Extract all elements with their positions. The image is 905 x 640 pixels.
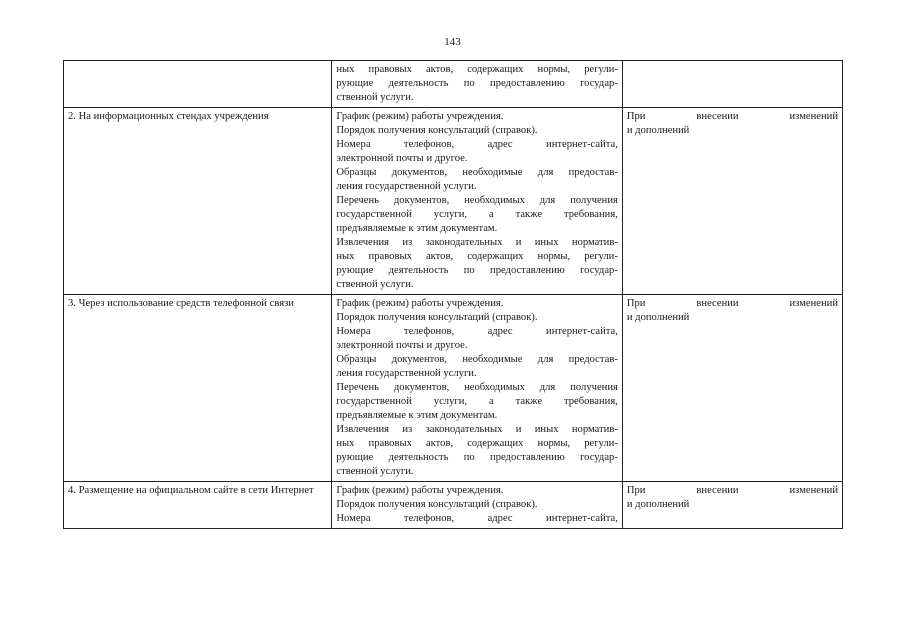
content-line: Порядок получения консультаций (справок).: [336, 499, 538, 510]
content-line: Порядок получения консультаций (справок).: [336, 125, 538, 136]
method-text: 2. На информационных стендах учреждения: [68, 111, 269, 122]
content-line: Образцы документов, необходимые для предостав-: [336, 354, 618, 365]
content-line: государственной услуги, а также требования,: [336, 396, 618, 407]
content-line: рующие деятельность по предоставлению государ-: [336, 452, 618, 463]
period-line: и дополнений: [626, 499, 690, 510]
content-line: Номера телефонов, адрес интернет-сайта,: [336, 513, 618, 524]
content-line: Номера телефонов, адрес интернет-сайта,: [336, 139, 618, 150]
content-line: График (режим) работы учреждения.: [336, 298, 504, 309]
method-cell: [64, 108, 332, 295]
content-line: электронной почты и другое.: [336, 153, 468, 164]
content-line: ственной услуги.: [336, 279, 414, 290]
content-line: предъявляемые к этим документам.: [336, 410, 498, 421]
period-line: При внесении изменений: [626, 485, 838, 496]
content-line: График (режим) работы учреждения.: [336, 485, 504, 496]
content-line: предъявляемые к этим документам.: [336, 223, 498, 234]
table-row: [64, 295, 843, 482]
table-row: [64, 61, 843, 108]
period-line: и дополнений: [626, 125, 690, 136]
content-line: ления государственной услуги.: [336, 181, 477, 192]
content-line: Номера телефонов, адрес интернет-сайта,: [336, 326, 618, 337]
content-line: ления государственной услуги.: [336, 368, 477, 379]
content-line: Перечень документов, необходимых для получения: [336, 195, 618, 206]
content-line: рующие деятельность по предоставлению государ-: [336, 265, 618, 276]
content-line: График (режим) работы учреждения.: [336, 111, 504, 122]
content-cell: [332, 61, 622, 108]
content-cell: [332, 108, 622, 295]
content-line: Перечень документов, необходимых для получения: [336, 382, 618, 393]
content-line: Порядок получения консультаций (справок).: [336, 312, 538, 323]
period-cell: [622, 108, 842, 295]
content-line: Образцы документов, необходимые для предостав-: [336, 167, 618, 178]
method-cell: [64, 61, 332, 108]
method-text: 3. Через использование средств телефонной связи: [68, 298, 294, 309]
method-text: 4. Размещение на официальном сайте в сети Интернет: [68, 485, 314, 496]
content-cell: [332, 295, 622, 482]
content-line: ных правовых актов, содержащих нормы, регули-: [336, 251, 618, 262]
period-cell: [622, 482, 842, 529]
table-row: [64, 482, 843, 529]
period-line: При внесении изменений: [626, 298, 838, 309]
content-cell: [332, 482, 622, 529]
page-number: 143: [444, 36, 461, 48]
content-line: ственной услуги.: [336, 92, 414, 103]
table-row: [64, 108, 843, 295]
content-line: электронной почты и другое.: [336, 340, 468, 351]
content-line: государственной услуги, а также требования,: [336, 209, 618, 220]
content-line: Извлечения из законодательных и иных норматив-: [336, 424, 618, 435]
content-line: ных правовых актов, содержащих нормы, регули-: [336, 438, 618, 449]
period-cell: [622, 295, 842, 482]
period-line: При внесении изменений: [626, 111, 838, 122]
method-cell: [64, 295, 332, 482]
period-line: и дополнений: [626, 312, 690, 323]
information-table: [63, 60, 843, 529]
content-line: рующие деятельность по предоставлению государ-: [336, 78, 618, 89]
period-cell: [622, 61, 842, 108]
content-line: Извлечения из законодательных и иных норматив-: [336, 237, 618, 248]
method-cell: [64, 482, 332, 529]
content-line: ных правовых актов, содержащих нормы, регули-: [336, 64, 618, 75]
content-line: ственной услуги.: [336, 466, 414, 477]
